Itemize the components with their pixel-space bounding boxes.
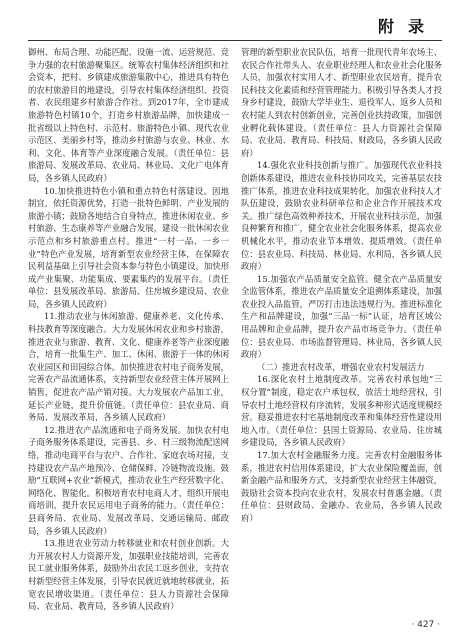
paragraph: 管理的新型职业农民队伍，培育一批现代青年农场主、农民合作社带头人、农业职业经理人和农业社会化服务人员，加强农村实用人才、新型职业农民培育，提升农民科技文化素质和经营管理能力。积极引导各类人才投身乡村建设，鼓励大学毕业生、退役军人、返乡人员和农村能人到农村创新创业，完善创业扶持政策，加强创业孵化载体建设。（责任单位：县人力资源社会保障局、农业局、教育局、科技局、财政局，各乡镇人民政府）: [241, 47, 442, 158]
paragraph: 15.加强农产品质量安全监管。健全农产品质量安全监管体系，推进农产品质量安全追溯体系建设，加强农业投入品监管，严厉打击违法违规行为。推进标准化生产和品牌建设，加强“三品一标”认证，培育区域公用品牌和企业品牌，提升农产品市场竞争力。（责任单位：县农业局、市场监督管理局、林业局，各乡镇人民政府）: [241, 273, 442, 360]
paragraph: 10.加快推进特色小镇和重点特色村落建设。因地制宜，依托资源优势，打造一批特色鲜明、产业发展的旅游小镇；鼓励各地结合自身特点，推进休闲农业、乡村旅游、生态康养等产业融合发展，建设一批休闲农业示范点和乡村旅游重点村。推进“一村一品、一乡一业”特色产业发展，培育新型农业经营主体，在保障农民利益基础上引导社会资本参与特色小镇建设，加快形成产业集聚、功能集成、要素集约的发展平台。（责任单位：县发展改革局、旅游局、住房城乡建设局、农业局，各乡镇人民政府）: [28, 185, 229, 309]
paragraph: 16.深化农村土地制度改革。完善农村承包地“三权分置”制度，稳定农户承包权，放活土地经营权，引导农村土地经营权有序流转，发展多种形式适度规模经营。稳妥推进农村宅基地制度改革和集体经营性建设用地入市。（责任单位：县国土资源局、农业局、住房城乡建设局，各乡镇人民政府）: [241, 374, 442, 448]
paragraph: 17.加大农村金融服务力度。完善农村金融服务体系，推进农村信用体系建设，扩大农业保险覆盖面，创新金融产品和服务方式，支持新型农业经营主体融资，鼓励社会资本投向农业农村，发展农村普惠金融。（责任单位：县财政局、金融办、农业局，各乡镇人民政府）: [241, 450, 442, 523]
paragraph: 11.推动农业与休闲旅游、健康养老、文化传承、科技教育等深度融合。大力发展休闲农业和乡村旅游，推进农业与旅游、教育、文化、健康养老等产业深度融合，培育一批集生产、加工、休闲、旅游于一体的休闲农业园区和田园综合体。加快推进农村电子商务发展，完善农产品流通体系，支持新型农业经营主体开展网上销售，促进农产品产销对接。大力发展农产品加工业，延长产业链，提升价值链。（责任单位：县农业局、商务局、发展改革局，各乡镇人民政府）: [28, 311, 229, 423]
text-columns: [28, 46, 442, 612]
paragraph: 13.推进农业劳动力转移就业和农村创业创新。大力开展农村人力资源开发，加强职业技能培训，完善农民工就业服务体系，鼓励外出农民工返乡创业，支持农村新型经营主体发展，引导农民就近就地转移就业，拓宽农民增收渠道。（责任单位：县人力资源社会保障局、农业局、教育局，各乡镇人民政府）: [28, 538, 229, 612]
paragraph: 御州、布局合理、功能匹配、设施一流、运营规范、竞争力强的农村旅游聚集区。统筹农村集体经济组织和社会资本，把村、乡镇建成旅游集散中心，推进具有特色的农村旅游目的地建设，引导农村集体经济组织、投资者、农民组建乡村旅游合作社。到2017年，全市建成旅游特色村镇10个，打造乡村旅游品牌，加快建成一批省级以上特色村、示范村、旅游特色小镇、现代农业示范区、美丽乡村等，推动乡村旅游与农业、林业、水利、文化、体育等产业深度融合发展。（责任单位：县旅游局、发展改革局、农业局、林业局、文化广电体育局，各乡镇人民政府）: [28, 47, 229, 183]
right-column: [241, 46, 442, 612]
paragraph: （二）推进农村改革，增强农业农村发展活力: [257, 361, 425, 372]
paragraph: 14.强化农业科技创新与推广。加强现代农业科技创新体系建设，推进农业科技协同攻关，完善基层农技推广体系，推进农业科技成果转化，加强农业科技人才队伍建设，鼓励农业科研单位和企业合作开展技术攻关。推广绿色高效种养技术，开展农业科技示范，加强良种繁育和推广，健全农业社会化服务体系，提高农业机械化水平，推动农业节本增效、提质增效。（责任单位：县农业局、科技局、林业局、水利局，各乡镇人民政府）: [241, 160, 442, 272]
header-divider: [28, 40, 442, 41]
page-header-title: 附录: [377, 17, 438, 36]
left-column: [28, 46, 229, 612]
paragraph: 12.推进农产品流通和电子商务发展。加快农村电子商务服务体系建设，完善县、乡、村三级物流配送网络，推动电商平台与农户、合作社、家庭农场对接，支持建设农产品产地预冷、仓储保鲜、冷链物流设施。鼓励“互联网+农业”新模式，推动农业生产经营数字化、网络化、智能化。积极培育农村电商人才，组织开展电商培训，提升农民运用电子商务的能力。（责任单位：县商务局、农业局、发展改革局、交通运输局、邮政局，各乡镇人民政府）: [28, 424, 229, 536]
page-number: · 427 ·: [411, 620, 440, 630]
